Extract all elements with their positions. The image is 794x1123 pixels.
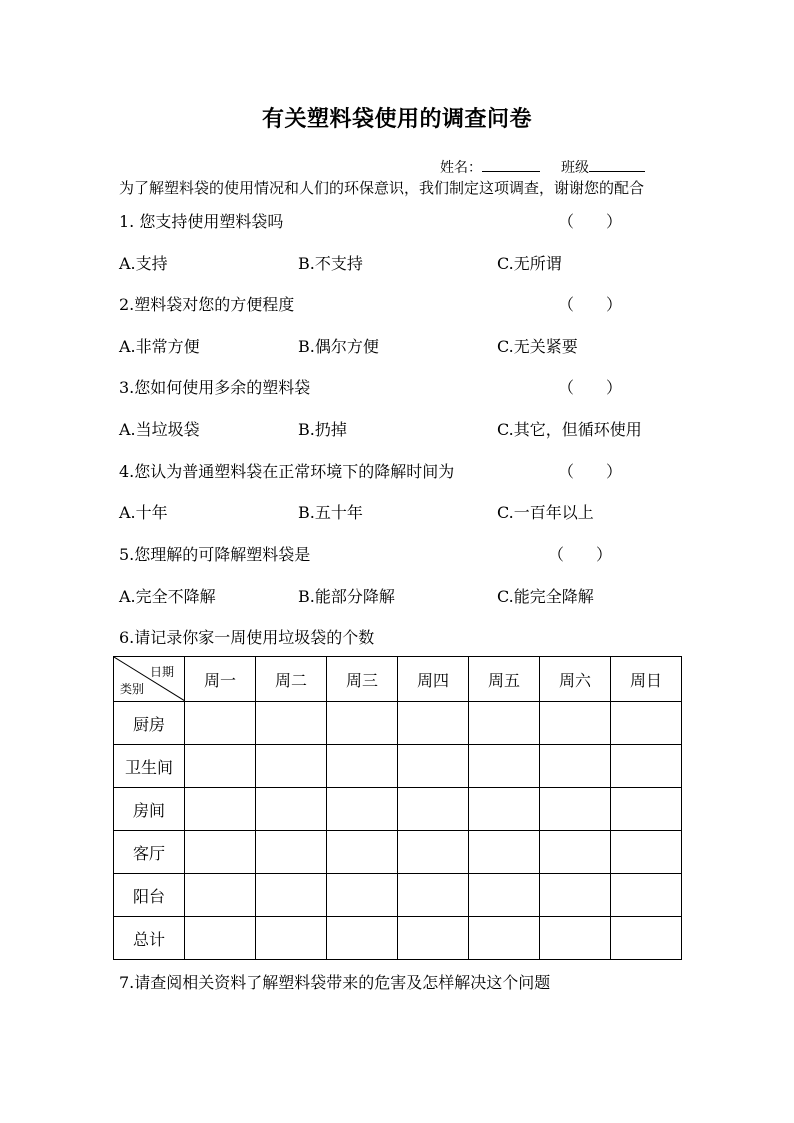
name-label: 姓名： xyxy=(440,160,482,176)
name-blank[interactable] xyxy=(482,157,540,172)
question-4: 4.您认为普通塑料袋在正常环境下的降解时间为 xyxy=(119,462,455,481)
column-header-tue: 周二 xyxy=(256,657,327,702)
table-cell[interactable] xyxy=(398,788,469,831)
table-cell[interactable] xyxy=(327,745,398,788)
q4-option-c[interactable]: C.一百年以上 xyxy=(497,503,594,522)
table-cell[interactable] xyxy=(469,831,540,874)
question-6: 6.请记录你家一周使用垃圾袋的个数 xyxy=(119,628,375,647)
table-cell[interactable] xyxy=(185,788,256,831)
table-row xyxy=(114,745,682,788)
answer-paren-2[interactable]: （ ） xyxy=(558,295,623,314)
table-cell[interactable] xyxy=(185,831,256,874)
column-header-wed: 周三 xyxy=(327,657,398,702)
table-cell[interactable] xyxy=(327,917,398,960)
table-cell[interactable] xyxy=(327,831,398,874)
q2-option-c[interactable]: C.无关紧要 xyxy=(497,337,578,356)
column-header-mon: 周一 xyxy=(185,657,256,702)
table-cell[interactable] xyxy=(611,788,682,831)
q5-option-a[interactable]: A.完全不降解 xyxy=(119,587,216,606)
table-cell[interactable] xyxy=(611,917,682,960)
table-cell[interactable] xyxy=(469,917,540,960)
q3-option-a[interactable]: A.当垃圾袋 xyxy=(119,420,200,439)
table-cell[interactable] xyxy=(469,788,540,831)
question-1: 1. 您支持使用塑料袋吗 xyxy=(119,212,284,231)
table-cell[interactable] xyxy=(185,917,256,960)
table-cell[interactable] xyxy=(398,874,469,917)
column-header-sat: 周六 xyxy=(540,657,611,702)
row-label-balcony: 阳台 xyxy=(114,874,185,917)
table-cell[interactable] xyxy=(611,702,682,745)
table-row xyxy=(114,702,682,745)
table-cell[interactable] xyxy=(185,745,256,788)
q3-option-c[interactable]: C.其它，但循环使用 xyxy=(497,420,642,439)
q2-option-a[interactable]: A.非常方便 xyxy=(119,337,200,356)
q4-option-b[interactable]: B.五十年 xyxy=(298,503,363,522)
table-cell[interactable] xyxy=(398,831,469,874)
answer-paren-5[interactable]: （ ） xyxy=(548,545,613,564)
table-cell[interactable] xyxy=(256,702,327,745)
table-cell[interactable] xyxy=(256,917,327,960)
column-header-fri: 周五 xyxy=(469,657,540,702)
table-row xyxy=(114,831,682,874)
table-cell[interactable] xyxy=(540,702,611,745)
table-corner-cell xyxy=(114,657,185,702)
q1-option-a[interactable]: A.支持 xyxy=(119,254,168,273)
q1-option-b[interactable]: B.不支持 xyxy=(298,254,363,273)
row-label-total: 总计 xyxy=(114,917,185,960)
row-label-living-room: 客厅 xyxy=(114,831,185,874)
intro-text: 为了解塑料袋的使用情况和人们的环保意识，我们制定这项调查，谢谢您的配合 xyxy=(119,179,645,197)
q1-option-c[interactable]: C.无所谓 xyxy=(497,254,562,273)
table-cell[interactable] xyxy=(256,788,327,831)
column-header-sun: 周日 xyxy=(611,657,682,702)
table-cell[interactable] xyxy=(469,702,540,745)
q3-option-b[interactable]: B.扔掉 xyxy=(298,420,347,439)
q2-option-b[interactable]: B.偶尔方便 xyxy=(298,337,379,356)
table-cell[interactable] xyxy=(185,874,256,917)
column-header-thu: 周四 xyxy=(398,657,469,702)
question-5: 5.您理解的可降解塑料袋是 xyxy=(119,545,311,564)
table-row xyxy=(114,874,682,917)
table-cell[interactable] xyxy=(540,917,611,960)
question-3: 3.您如何使用多余的塑料袋 xyxy=(119,378,311,397)
garbage-bag-table xyxy=(113,656,682,960)
table-row xyxy=(114,788,682,831)
table-cell[interactable] xyxy=(611,831,682,874)
table-cell[interactable] xyxy=(611,745,682,788)
table-cell[interactable] xyxy=(327,702,398,745)
table-cell[interactable] xyxy=(256,745,327,788)
table-cell[interactable] xyxy=(540,831,611,874)
corner-category-label: 类别 xyxy=(120,682,145,696)
table-cell[interactable] xyxy=(398,702,469,745)
answer-paren-4[interactable]: （ ） xyxy=(558,462,623,481)
name-field xyxy=(440,157,540,177)
table-cell[interactable] xyxy=(469,745,540,788)
class-blank[interactable] xyxy=(589,157,645,172)
question-7: 7.请查阅相关资料了解塑料袋带来的危害及怎样解决这个问题 xyxy=(119,973,551,992)
table-cell[interactable] xyxy=(398,745,469,788)
table-cell[interactable] xyxy=(256,831,327,874)
table-cell[interactable] xyxy=(398,917,469,960)
table-cell[interactable] xyxy=(540,788,611,831)
table-row xyxy=(114,917,682,960)
class-label: 班级 xyxy=(561,160,589,176)
table-cell[interactable] xyxy=(256,874,327,917)
answer-paren-3[interactable]: （ ） xyxy=(558,378,623,397)
page-title: 有关塑料袋使用的调查问卷 xyxy=(261,106,532,132)
table-cell[interactable] xyxy=(540,745,611,788)
corner-date-label: 日期 xyxy=(149,665,174,679)
table-cell[interactable] xyxy=(185,702,256,745)
table-cell[interactable] xyxy=(327,874,398,917)
q5-option-b[interactable]: B.能部分降解 xyxy=(298,587,395,606)
row-label-bathroom: 卫生间 xyxy=(114,745,185,788)
table-cell[interactable] xyxy=(540,874,611,917)
table-cell[interactable] xyxy=(327,788,398,831)
q4-option-a[interactable]: A.十年 xyxy=(119,503,168,522)
class-field xyxy=(561,157,645,177)
table-cell[interactable] xyxy=(611,874,682,917)
question-2: 2.塑料袋对您的方便程度 xyxy=(119,295,295,314)
table-header-row xyxy=(114,657,682,702)
q5-option-c[interactable]: C.能完全降解 xyxy=(497,587,594,606)
answer-paren-1[interactable]: （ ） xyxy=(558,212,623,231)
table-cell[interactable] xyxy=(469,874,540,917)
row-label-kitchen: 厨房 xyxy=(114,702,185,745)
row-label-room: 房间 xyxy=(114,788,185,831)
